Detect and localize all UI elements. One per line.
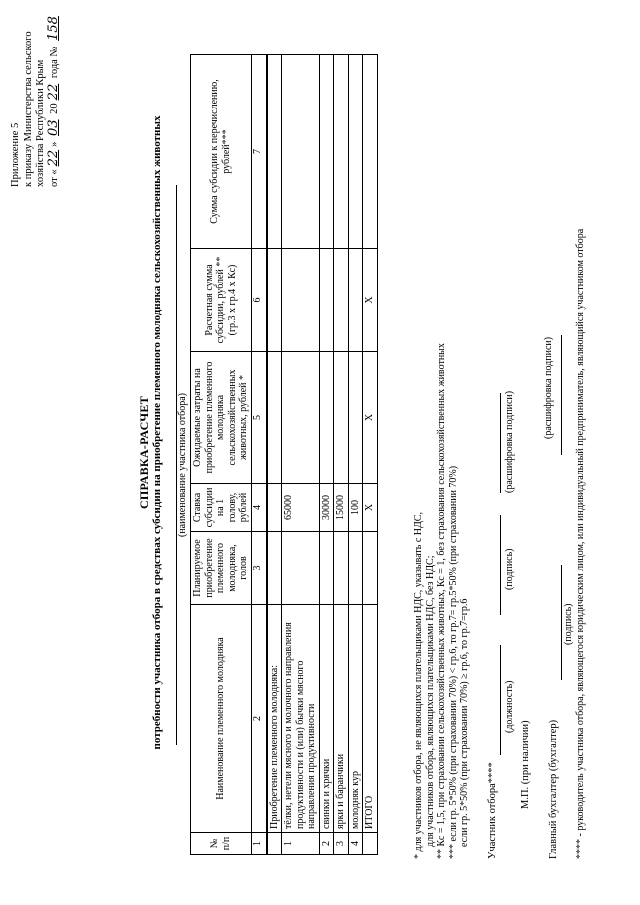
row-number: 2 <box>319 833 334 855</box>
row-calc <box>319 249 334 352</box>
table-header-row <box>191 55 252 855</box>
appendix-block <box>10 13 61 187</box>
table-group-row <box>267 55 282 855</box>
total-planned <box>363 532 378 605</box>
column-numbers-row <box>251 55 267 855</box>
row-planned <box>282 532 320 605</box>
row-expected <box>348 352 363 484</box>
colnum: 5 <box>251 352 267 484</box>
row-rate: 15000 <box>334 484 349 532</box>
total-rate: X <box>363 484 378 532</box>
date-month: 03 <box>45 119 61 136</box>
row-number: 3 <box>334 833 349 855</box>
position-line <box>500 645 501 755</box>
year-prefix: 20 <box>48 103 60 114</box>
row-sum <box>282 55 320 249</box>
row-sum <box>334 55 349 249</box>
row-name: свинки и хрячки <box>319 605 334 833</box>
year-suffix: года № <box>48 46 60 79</box>
header-number: № п/п <box>191 833 252 855</box>
colnum: 6 <box>251 249 267 352</box>
row-name: ярки и баранчики <box>334 605 349 833</box>
decode-caption: (расшифровка подписи) <box>504 390 515 493</box>
row-name: тёлки, нетели мясного и молочного направления продуктивности и (или) бычки мясного направления продуктивности <box>282 605 320 833</box>
acc-signature-line <box>561 565 562 680</box>
group-label: Приобретение племенного молодняка: <box>267 605 282 833</box>
row-name: молодняк кур <box>348 605 363 833</box>
participant-label: Участник отбора**** <box>487 762 498 859</box>
date-prefix: от « <box>48 169 60 187</box>
table-row <box>282 55 320 855</box>
date-year: 22 <box>45 83 61 101</box>
row-expected <box>334 352 349 484</box>
notes-block <box>413 343 471 859</box>
row-calc <box>348 249 363 352</box>
note-3a: *** если гр. 5*50% (при страховании 70%) < гр.6, то гр.7= гр.5*50% (при страховании 70%) <box>447 465 459 859</box>
row-planned <box>348 532 363 605</box>
footnote: **** - руководитель участника отбора, являющегося юридическим лицом, или индивидуальный предприниматель, являющийся участником отбора <box>575 228 586 859</box>
row-rate: 65000 <box>282 484 320 532</box>
row-calc <box>334 249 349 352</box>
table-total-row <box>363 55 378 855</box>
note-1b: для участников отбора, являющихся плательщиками НДС, без НДС; <box>424 555 436 847</box>
row-calc <box>282 249 320 352</box>
row-planned <box>319 532 334 605</box>
colnum: 3 <box>251 532 267 605</box>
row-number: 4 <box>348 833 363 855</box>
row-planned <box>334 532 349 605</box>
applicant-caption: (наименование участника отбора) <box>177 393 188 537</box>
colnum: 7 <box>251 55 267 249</box>
appendix-line1: Приложение 5 <box>10 122 21 187</box>
header-rate: Ставка субсидии на 1 голову, рублей <box>191 484 252 532</box>
decode-line <box>500 393 501 493</box>
acc-decode-caption: (расшифровка подписи) <box>543 336 554 439</box>
row-sum <box>348 55 363 249</box>
colnum: 2 <box>251 605 267 833</box>
header-planned: Планируемое приобретение племенного молодняка, голов <box>191 532 252 605</box>
row-rate: 30000 <box>319 484 334 532</box>
row-number: 1 <box>282 833 320 855</box>
date-mid: » <box>48 141 60 147</box>
signature-caption: (подпись) <box>504 548 515 590</box>
total-calc: X <box>363 249 378 352</box>
calculation-table <box>190 54 378 855</box>
table-row <box>334 55 349 855</box>
note-3b: если гр. 5*50% (при страховании 70%) ≥ гр.6, то гр.7=гр.6 <box>459 598 470 847</box>
document-title: СПРАВКА-РАСЧЕТ <box>137 395 151 510</box>
accountant-label: Главный бухгалтер (бухгалтер) <box>548 719 559 859</box>
acc-decode-line <box>561 335 562 455</box>
row-rate: 100 <box>348 484 363 532</box>
total-label: ИТОГО <box>363 605 378 833</box>
row-sum <box>319 55 334 249</box>
row-expected <box>282 352 320 484</box>
acc-signature-caption: (подпись) <box>563 603 574 645</box>
appendix-line2: к приказу Министерства сельского <box>22 31 34 187</box>
colnum: 4 <box>251 484 267 532</box>
total-sum <box>363 55 378 249</box>
table-row <box>319 55 334 855</box>
header-expected: Ожидаемые затраты на приобретение племенного молодняка сельскохозяйственных животных, рублей * <box>191 352 252 484</box>
header-name: Наименование племенного молодняка <box>191 605 252 833</box>
order-number: 158 <box>45 16 61 41</box>
colnum: 1 <box>251 833 267 855</box>
stamp-label: М.П. (при наличии) <box>520 720 531 809</box>
total-expected: X <box>363 352 378 484</box>
document-subtitle: потребности участника отбора в средствах субсидии на приобретение племенного молодняка сельскохозяйственных животных <box>151 115 163 750</box>
appendix-date-line <box>45 13 62 187</box>
table-row <box>348 55 363 855</box>
note-2: ** Кс = 1,5, при страховании сельскохозяйственных животных, Кс = 1, без страхования сельскохозяйственных животных <box>436 343 447 859</box>
signature-line <box>500 515 501 615</box>
header-calc: Расчетная сумма субсидии, рублей ** (гр.3 х гр.4 х Кс) <box>191 249 252 352</box>
header-sum: Сумма субсидии к перечислению, рублей*** <box>191 55 252 249</box>
appendix-line3: хозяйства Республики Крым <box>35 59 46 187</box>
date-day: 22 <box>45 149 61 167</box>
position-caption: (должность) <box>504 680 515 733</box>
row-expected <box>319 352 334 484</box>
note-1a: * для участников отбора, не являющихся плательщиками НДС, указывать с НДС, <box>413 512 424 859</box>
